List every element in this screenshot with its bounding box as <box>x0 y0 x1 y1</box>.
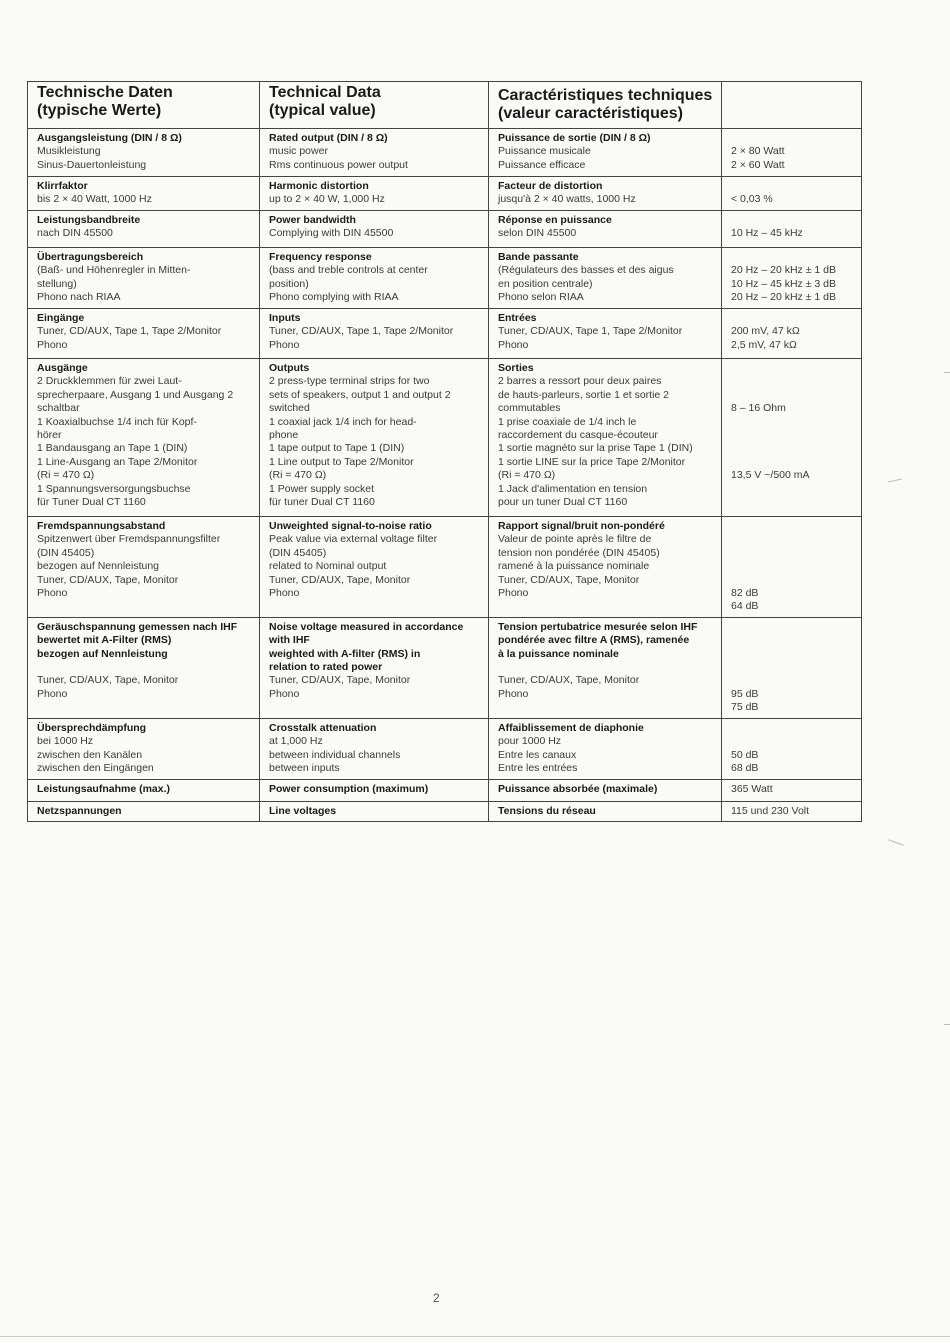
spec-label: Übersprechdämpfung <box>37 721 147 734</box>
spec-cell-de <box>28 801 260 821</box>
spec-detail: zwischen den Kanälen <box>37 748 143 761</box>
spec-cell-en <box>260 517 489 618</box>
spec-detail: 2 barres a ressort pour deux paires <box>498 375 662 388</box>
spec-value: 115 und 230 Volt <box>731 804 810 817</box>
spec-value: 200 mV, 47 kΩ <box>731 325 800 338</box>
spec-detail: Tuner, CD/AUX, Tape 1, Tape 2/Monitor <box>498 325 683 338</box>
spec-value <box>731 312 856 325</box>
spec-label: relation to rated power <box>269 661 383 674</box>
spec-label: Harmonic distortion <box>269 180 369 192</box>
spec-detail: Phono selon RIAA <box>498 291 584 304</box>
spec-detail: Musikleistung <box>37 145 101 158</box>
spec-detail: pour 1000 Hz <box>498 735 562 748</box>
spec-detail: Phono <box>498 338 529 351</box>
header-row <box>28 82 862 129</box>
spec-label: Klirrfaktor <box>37 180 88 192</box>
spec-detail: (Baß- und Höhenregler in Mitten- <box>37 264 191 277</box>
spec-detail: 1 sortie magnéto sur la prise Tape 1 (DIN) <box>498 442 693 455</box>
spec-value <box>731 416 856 429</box>
spec-detail: de hauts-parleurs, sortie 1 et sortie 2 <box>498 388 670 401</box>
spec-detail: Entre les entrées <box>498 761 578 774</box>
spec-value: 20 Hz – 20 kHz ± 1 dB <box>731 291 836 304</box>
spec-label: Power bandwidth <box>269 214 356 226</box>
spec-label: Entrées <box>498 312 537 324</box>
spec-cell-en <box>260 211 489 248</box>
spec-detail: nach DIN 45500 <box>37 227 113 240</box>
spec-detail: 1 Koaxialbuchse 1/4 inch für Kopf- <box>37 415 197 428</box>
spec-detail: 1 Jack d'alimentation en tension <box>498 482 648 495</box>
spec-cell-de <box>28 129 260 177</box>
header-fr-line: (valeur caractéristiques) <box>498 105 683 122</box>
spec-detail: Tuner, CD/AUX, Tape 1, Tape 2/Monitor <box>269 325 454 338</box>
header-fr <box>489 82 722 129</box>
spec-label: Outputs <box>269 362 310 374</box>
spec-value <box>731 560 856 573</box>
spec-detail: sets of speakers, output 1 and output 2 <box>269 388 451 401</box>
spec-cell-values <box>722 248 862 309</box>
spec-label: Réponse en puissance <box>498 214 612 226</box>
spec-cell-de <box>28 517 260 618</box>
spec-cell-values <box>722 309 862 359</box>
spec-cell-fr <box>489 309 722 359</box>
spec-value <box>731 661 856 674</box>
spec-label: Sorties <box>498 362 534 374</box>
spec-detail: 1 coaxial jack 1/4 inch for head- <box>269 415 417 428</box>
spec-cell-de <box>28 617 260 718</box>
spec-value: 20 Hz – 20 kHz ± 1 dB <box>731 264 836 277</box>
spec-detail: für Tuner Dual CT 1160 <box>37 496 146 509</box>
spec-detail: (Régulateurs des basses et des aigus <box>498 264 674 277</box>
spec-cell-en <box>260 177 489 211</box>
spec-detail: (Ri = 470 Ω) <box>498 469 556 482</box>
header-de <box>28 82 260 129</box>
spec-cell-values <box>722 617 862 718</box>
spec-detail: Complying with DIN 45500 <box>269 227 394 240</box>
spec-detail: Tuner, CD/AUX, Tape, Monitor <box>498 674 640 687</box>
spec-value <box>731 574 856 587</box>
spec-value: 82 dB <box>731 587 759 600</box>
scan-mark <box>888 839 903 845</box>
spec-detail: phone <box>269 429 299 442</box>
spec-value <box>731 362 856 375</box>
header-de-line: Technische Daten <box>37 84 173 101</box>
spec-label: Power consumption (maximum) <box>269 782 429 795</box>
spec-cell-fr <box>489 617 722 718</box>
spec-label: Eingänge <box>37 312 85 324</box>
spec-label: Rated output (DIN / 8 Ω) <box>269 132 388 144</box>
spec-detail: Spitzenwert über Fremdspannungsfilter <box>37 533 221 546</box>
spec-cell-fr <box>489 718 722 779</box>
header-en-line: Technical Data <box>269 84 381 101</box>
spec-value: 10 Hz – 45 kHz <box>731 227 803 240</box>
spec-detail: Puissance musicale <box>498 145 591 158</box>
spec-detail: schaltbar <box>37 402 80 415</box>
spec-label: Geräuschspannung gemessen nach IHF <box>37 620 238 633</box>
spec-cell-values <box>722 211 862 248</box>
spec-row <box>28 211 862 248</box>
spec-value: 13,5 V ~/500 mA <box>731 469 810 482</box>
spec-value <box>731 648 856 661</box>
spec-detail: 1 sortie LINE sur la price Tape 2/Monitor <box>498 455 686 468</box>
spec-detail: up to 2 × 40 W, 1,000 Hz <box>269 193 385 206</box>
spec-detail: Tuner, CD/AUX, Tape, Monitor <box>498 573 640 586</box>
spec-label: Übertragungsbereich <box>37 251 144 263</box>
spec-value <box>731 722 856 735</box>
spec-cell-fr <box>489 801 722 821</box>
spec-label: Rapport signal/bruit non-pondéré <box>498 520 665 532</box>
spec-label: with IHF <box>269 634 310 647</box>
spec-detail: Phono <box>37 338 68 351</box>
spec-detail: (bass and treble controls at center <box>269 264 428 277</box>
spec-cell-values <box>722 359 862 517</box>
spec-cell-values <box>722 801 862 821</box>
spec-detail: 1 Bandausgang an Tape 1 (DIN) <box>37 442 188 455</box>
spec-cell-en <box>260 617 489 718</box>
spec-detail: Valeur de pointe après le filtre de <box>498 533 652 546</box>
spec-label: Affaiblissement de diaphonie <box>498 721 644 734</box>
spec-detail: bis 2 × 40 Watt, 1000 Hz <box>37 193 152 206</box>
spec-detail: Puissance efficace <box>498 158 586 171</box>
spec-cell-de <box>28 309 260 359</box>
spec-cell-fr <box>489 177 722 211</box>
spec-value: 64 dB <box>731 600 759 613</box>
spec-cell-de <box>28 718 260 779</box>
spec-cell-de <box>28 211 260 248</box>
spec-detail: Tuner, CD/AUX, Tape 1, Tape 2/Monitor <box>37 325 222 338</box>
spec-detail: (DIN 45405) <box>269 546 327 559</box>
spec-cell-en <box>260 779 489 801</box>
spec-detail: position) <box>269 277 309 290</box>
spec-value <box>731 214 856 227</box>
spec-label: Leistungsaufnahme (max.) <box>37 782 171 795</box>
spec-cell-fr <box>489 517 722 618</box>
header-en <box>260 82 489 129</box>
spec-cell-de <box>28 359 260 517</box>
spec-detail: Phono <box>498 587 529 600</box>
scan-mark <box>944 372 950 373</box>
spec-value <box>731 132 856 145</box>
spec-cell-fr <box>489 779 722 801</box>
page-number: 2 <box>433 1291 440 1305</box>
spec-detail: Phono <box>269 338 300 351</box>
scan-mark <box>944 1024 950 1025</box>
spec-cell-fr <box>489 211 722 248</box>
header-values <box>722 82 862 129</box>
spec-detail: Phono <box>269 687 300 700</box>
spec-detail: tension non pondérée (DIN 45405) <box>498 546 660 559</box>
spec-cell-fr <box>489 359 722 517</box>
spec-value: 2 × 60 Watt <box>731 158 785 171</box>
spec-value <box>731 547 856 560</box>
spec-label: Puissance absorbée (maximale) <box>498 782 658 795</box>
spec-label: Inputs <box>269 312 301 324</box>
spec-cell-fr <box>489 248 722 309</box>
spec-detail: Phono <box>37 587 68 600</box>
spec-label: Bande passante <box>498 251 579 263</box>
spec-detail: raccordement du casque-écouteur <box>498 429 658 442</box>
spec-value: 68 dB <box>731 761 759 774</box>
spec-detail: commutables <box>498 402 561 415</box>
spec-detail: between individual channels <box>269 748 401 761</box>
spec-detail: stellung) <box>37 277 77 290</box>
spec-detail: Entre les canaux <box>498 748 577 761</box>
spec-value <box>731 533 856 546</box>
spec-cell-de <box>28 779 260 801</box>
spec-detail: jusqu'à 2 × 40 watts, 1000 Hz <box>498 193 636 206</box>
spec-detail: 1 Line output to Tape 2/Monitor <box>269 455 414 468</box>
spec-label: Fremdspannungsabstand <box>37 520 166 532</box>
spec-value: 2 × 80 Watt <box>731 145 785 158</box>
spec-value <box>731 621 856 634</box>
spec-detail: Sinus-Dauertonleistung <box>37 158 147 171</box>
spec-label: pondérée avec filtre A (RMS), ramenée <box>498 634 690 647</box>
spec-detail: music power <box>269 145 328 158</box>
spec-value <box>731 520 856 533</box>
spec-label: Tensions du réseau <box>498 804 596 817</box>
spec-value: 10 Hz – 45 kHz ± 3 dB <box>731 277 836 290</box>
spec-detail: 1 Spannungsversorgungsbuchse <box>37 482 191 495</box>
spec-detail: Tuner, CD/AUX, Tape, Monitor <box>269 674 411 687</box>
spec-detail: Phono <box>37 687 68 700</box>
spec-detail: Phono <box>498 687 529 700</box>
spec-label: Ausgangsleistung (DIN / 8 Ω) <box>37 132 182 144</box>
spec-label: Puissance de sortie (DIN / 8 Ω) <box>498 132 651 144</box>
spec-detail: Phono <box>269 587 300 600</box>
spec-detail: 2 Druckklemmen für zwei Laut- <box>37 375 182 388</box>
spec-detail: selon DIN 45500 <box>498 227 577 240</box>
spec-value <box>731 180 856 193</box>
scan-edge-line <box>0 1336 950 1337</box>
header-en-line: (typical value) <box>269 102 376 119</box>
spec-cell-values <box>722 718 862 779</box>
spec-detail <box>37 661 254 674</box>
spec-cell-en <box>260 359 489 517</box>
spec-value <box>731 442 856 455</box>
spec-value <box>731 429 856 442</box>
spec-detail: 2 press-type terminal strips for two <box>269 375 430 388</box>
spec-value <box>731 389 856 402</box>
spec-cell-fr <box>489 129 722 177</box>
spec-label: Ausgänge <box>37 362 88 374</box>
spec-detail: für tuner Dual CT 1160 <box>269 496 375 509</box>
header-fr-line: Caractéristiques techniques <box>498 87 713 104</box>
spec-table <box>27 81 862 822</box>
spec-value <box>731 375 856 388</box>
spec-cell-en <box>260 718 489 779</box>
spec-cell-en <box>260 801 489 821</box>
spec-detail: pour un tuner Dual CT 1160 <box>498 496 628 509</box>
spec-label: Crosstalk attenuation <box>269 721 377 734</box>
spec-row <box>28 129 862 177</box>
spec-label: Facteur de distortion <box>498 180 603 192</box>
spec-value: 8 – 16 Ohm <box>731 402 786 415</box>
spec-detail: bei 1000 Hz <box>37 735 94 748</box>
scan-mark <box>888 479 902 483</box>
spec-cell-values <box>722 129 862 177</box>
spec-detail: Tuner, CD/AUX, Tape, Monitor <box>37 573 179 586</box>
spec-value: 50 dB <box>731 748 759 761</box>
spec-row <box>28 779 862 801</box>
spec-value: 95 dB <box>731 687 759 700</box>
spec-value: 75 dB <box>731 701 759 714</box>
spec-row <box>28 309 862 359</box>
spec-detail: at 1,000 Hz <box>269 735 323 748</box>
spec-detail: ramené à la puissance nominale <box>498 560 650 573</box>
spec-row <box>28 177 862 211</box>
spec-label: Noise voltage measured in accordance <box>269 620 464 633</box>
spec-detail: related to Nominal output <box>269 560 387 573</box>
spec-detail: 1 tape output to Tape 1 (DIN) <box>269 442 405 455</box>
spec-detail: switched <box>269 402 310 415</box>
spec-cell-en <box>260 309 489 359</box>
spec-detail: zwischen den Eingängen <box>37 761 154 774</box>
spec-value <box>731 251 856 264</box>
spec-detail: bezogen auf Nennleistung <box>37 560 160 573</box>
spec-detail: (Ri = 470 Ω) <box>269 469 327 482</box>
spec-row <box>28 248 862 309</box>
spec-value <box>731 674 856 687</box>
spec-label: weighted with A-filter (RMS) in <box>269 647 421 660</box>
spec-detail: Tuner, CD/AUX, Tape, Monitor <box>37 674 179 687</box>
spec-value <box>731 634 856 647</box>
spec-label: Leistungsbandbreite <box>37 214 141 226</box>
spec-cell-de <box>28 248 260 309</box>
spec-row <box>28 359 862 517</box>
spec-body <box>28 129 862 822</box>
spec-detail: (DIN 45405) <box>37 546 95 559</box>
spec-value: 2,5 mV, 47 kΩ <box>731 338 797 351</box>
spec-value <box>731 735 856 748</box>
spec-detail: between inputs <box>269 761 340 774</box>
spec-detail: en position centrale) <box>498 277 593 290</box>
spec-label: Netzspannungen <box>37 804 122 817</box>
spec-label: Tension pertubatrice mesurée selon IHF <box>498 620 698 633</box>
spec-detail: Tuner, CD/AUX, Tape, Monitor <box>269 573 411 586</box>
spec-label: à la puissance nominale <box>498 647 619 660</box>
spec-detail <box>498 661 716 674</box>
spec-row <box>28 718 862 779</box>
spec-row <box>28 801 862 821</box>
spec-label: Line voltages <box>269 804 337 817</box>
spec-detail: Rms continuous power output <box>269 158 408 171</box>
spec-label: Frequency response <box>269 251 372 263</box>
spec-detail: 1 Line-Ausgang an Tape 2/Monitor <box>37 455 198 468</box>
spec-row <box>28 517 862 618</box>
spec-cell-en <box>260 248 489 309</box>
spec-value <box>731 456 856 469</box>
spec-label: bezogen auf Nennleistung <box>37 647 168 660</box>
spec-cell-en <box>260 129 489 177</box>
spec-cell-values <box>722 779 862 801</box>
spec-detail: Phono nach RIAA <box>37 291 121 304</box>
spec-cell-values <box>722 177 862 211</box>
spec-detail: sprecherpaare, Ausgang 1 und Ausgang 2 <box>37 388 234 401</box>
spec-value: < 0,03 % <box>731 193 773 206</box>
spec-value: 365 Watt <box>731 782 773 795</box>
spec-label: Unweighted signal-to-noise ratio <box>269 520 432 532</box>
spec-detail: hörer <box>37 429 62 442</box>
header-de-line: (typische Werte) <box>37 102 162 119</box>
spec-detail: Peak value via external voltage filter <box>269 533 438 546</box>
spec-detail: Phono complying with RIAA <box>269 291 399 304</box>
spec-detail: (Ri = 470 Ω) <box>37 469 95 482</box>
spec-cell-values <box>722 517 862 618</box>
spec-detail: 1 prise coaxiale de 1/4 inch le <box>498 415 637 428</box>
spec-label: bewertet mit A-Filter (RMS) <box>37 634 172 647</box>
spec-row <box>28 617 862 718</box>
spec-cell-de <box>28 177 260 211</box>
spec-detail: 1 Power supply socket <box>269 482 375 495</box>
